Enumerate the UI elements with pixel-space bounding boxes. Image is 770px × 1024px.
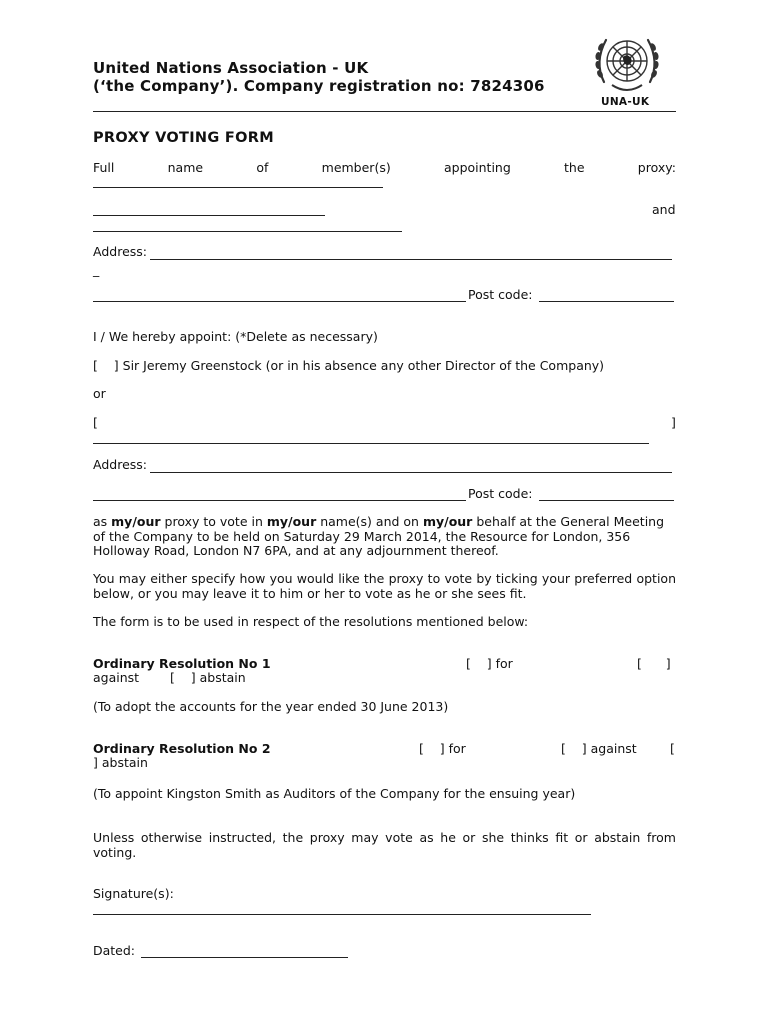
un-emblem-icon [590, 30, 664, 100]
address-field-2[interactable] [93, 301, 466, 302]
member-name-label [93, 161, 676, 176]
resolution-2-title: Ordinary Resolution No 2 [93, 741, 271, 756]
appoint-instruction: I / We hereby appoint: (*Delete as necessary) [93, 329, 378, 344]
option-default-proxy [93, 359, 604, 374]
default-proxy-checkbox[interactable]: [ ] [93, 358, 119, 373]
member-name-word: the [564, 160, 585, 175]
member-name-word: member(s) [321, 160, 391, 175]
company-registration-line: (‘the Company’). Company registration no: 7824306 [93, 77, 545, 95]
member-name-field-2[interactable] [93, 215, 325, 216]
form-title: PROXY VOTING FORM [93, 130, 274, 146]
proxy-postcode-field[interactable] [539, 500, 674, 501]
logo-label: UNA-UK [601, 96, 650, 108]
proxy-para-text: behalf at the General Meeting of the Company to be held on Saturday 29 March 2014, the Resource for London, 356 Holloway Road, London N7 6PA, and at any adjournment thereof. [93, 514, 665, 558]
resolution-1-for-checkbox[interactable]: [ ] for [466, 656, 513, 671]
address-continuation: _ [93, 262, 100, 277]
dated-label: Dated: [93, 943, 136, 958]
and-label: and [652, 202, 676, 217]
resolution-1-against-label: against [93, 670, 140, 685]
resolution-2-description: (To appoint Kingston Smith as Auditors of the Company for the ensuing year) [93, 786, 576, 801]
resolution-1-title: Ordinary Resolution No 1 [93, 656, 271, 671]
proxy-authority-paragraph [93, 515, 676, 559]
organization-title [93, 59, 545, 95]
alt-proxy-name-field[interactable] [93, 443, 649, 444]
alt-proxy-open-bracket: [ [93, 415, 98, 430]
default-voting-note: Unless otherwise instructed, the proxy may vote as he or she thinks fit or abstain from voting. [93, 830, 676, 860]
resolution-1-abstain-checkbox[interactable]: [ ] abstain [170, 670, 246, 685]
resolution-1-against-checkbox[interactable]: [ ] [637, 656, 671, 671]
member-name-field-1[interactable] [93, 187, 383, 188]
header-divider [93, 111, 676, 112]
member-name-word: name [167, 160, 204, 175]
proxy-para-bold: my/our [266, 514, 317, 529]
proxy-address-field-1[interactable] [150, 472, 672, 473]
proxy-para-bold: my/our [422, 514, 473, 529]
org-name-line: United Nations Association - UK [93, 59, 369, 77]
member-name-word: proxy: [637, 160, 676, 175]
proxy-address-field-2[interactable] [93, 500, 466, 501]
signature-field[interactable] [93, 914, 591, 915]
date-field[interactable] [141, 957, 348, 958]
form-usage-note: The form is to be used in respect of the resolutions mentioned below: [93, 614, 529, 629]
or-label: or [93, 386, 106, 401]
member-name-word: of [256, 160, 269, 175]
proxy-para-text: proxy to vote in [160, 514, 267, 529]
resolution-1-description: (To adopt the accounts for the year ended 30 June 2013) [93, 699, 449, 714]
proxy-address-label: Address: [93, 457, 147, 472]
address-field-1[interactable] [150, 259, 672, 260]
address-label: Address: [93, 244, 147, 259]
member-name-word: Full [93, 160, 115, 175]
specify-instructions: You may either specify how you would like the proxy to vote by ticking your preferred option below, or you may leave it to him or her to vote as he or she sees fit. [93, 571, 676, 601]
resolution-2-against-checkbox[interactable]: [ ] against [561, 741, 637, 756]
alt-proxy-close-bracket: ] [671, 415, 676, 430]
proxy-para-text: as [93, 514, 112, 529]
postcode-label: Post code: [468, 287, 533, 302]
resolution-2-abstain-label: ] abstain [93, 755, 148, 770]
signature-label: Signature(s): [93, 886, 174, 901]
postcode-field-1[interactable] [539, 301, 674, 302]
proxy-para-text: name(s) and on [316, 514, 423, 529]
member-name-field-3[interactable] [93, 231, 402, 232]
resolution-2-abstain-checkbox[interactable]: [ [670, 741, 675, 756]
resolution-2-for-checkbox[interactable]: [ ] for [419, 741, 466, 756]
proxy-postcode-label: Post code: [468, 486, 533, 501]
member-name-word: appointing [443, 160, 511, 175]
default-proxy-text: Sir Jeremy Greenstock (or in his absence any other Director of the Company) [122, 358, 605, 373]
proxy-para-bold: my/our [111, 514, 161, 529]
